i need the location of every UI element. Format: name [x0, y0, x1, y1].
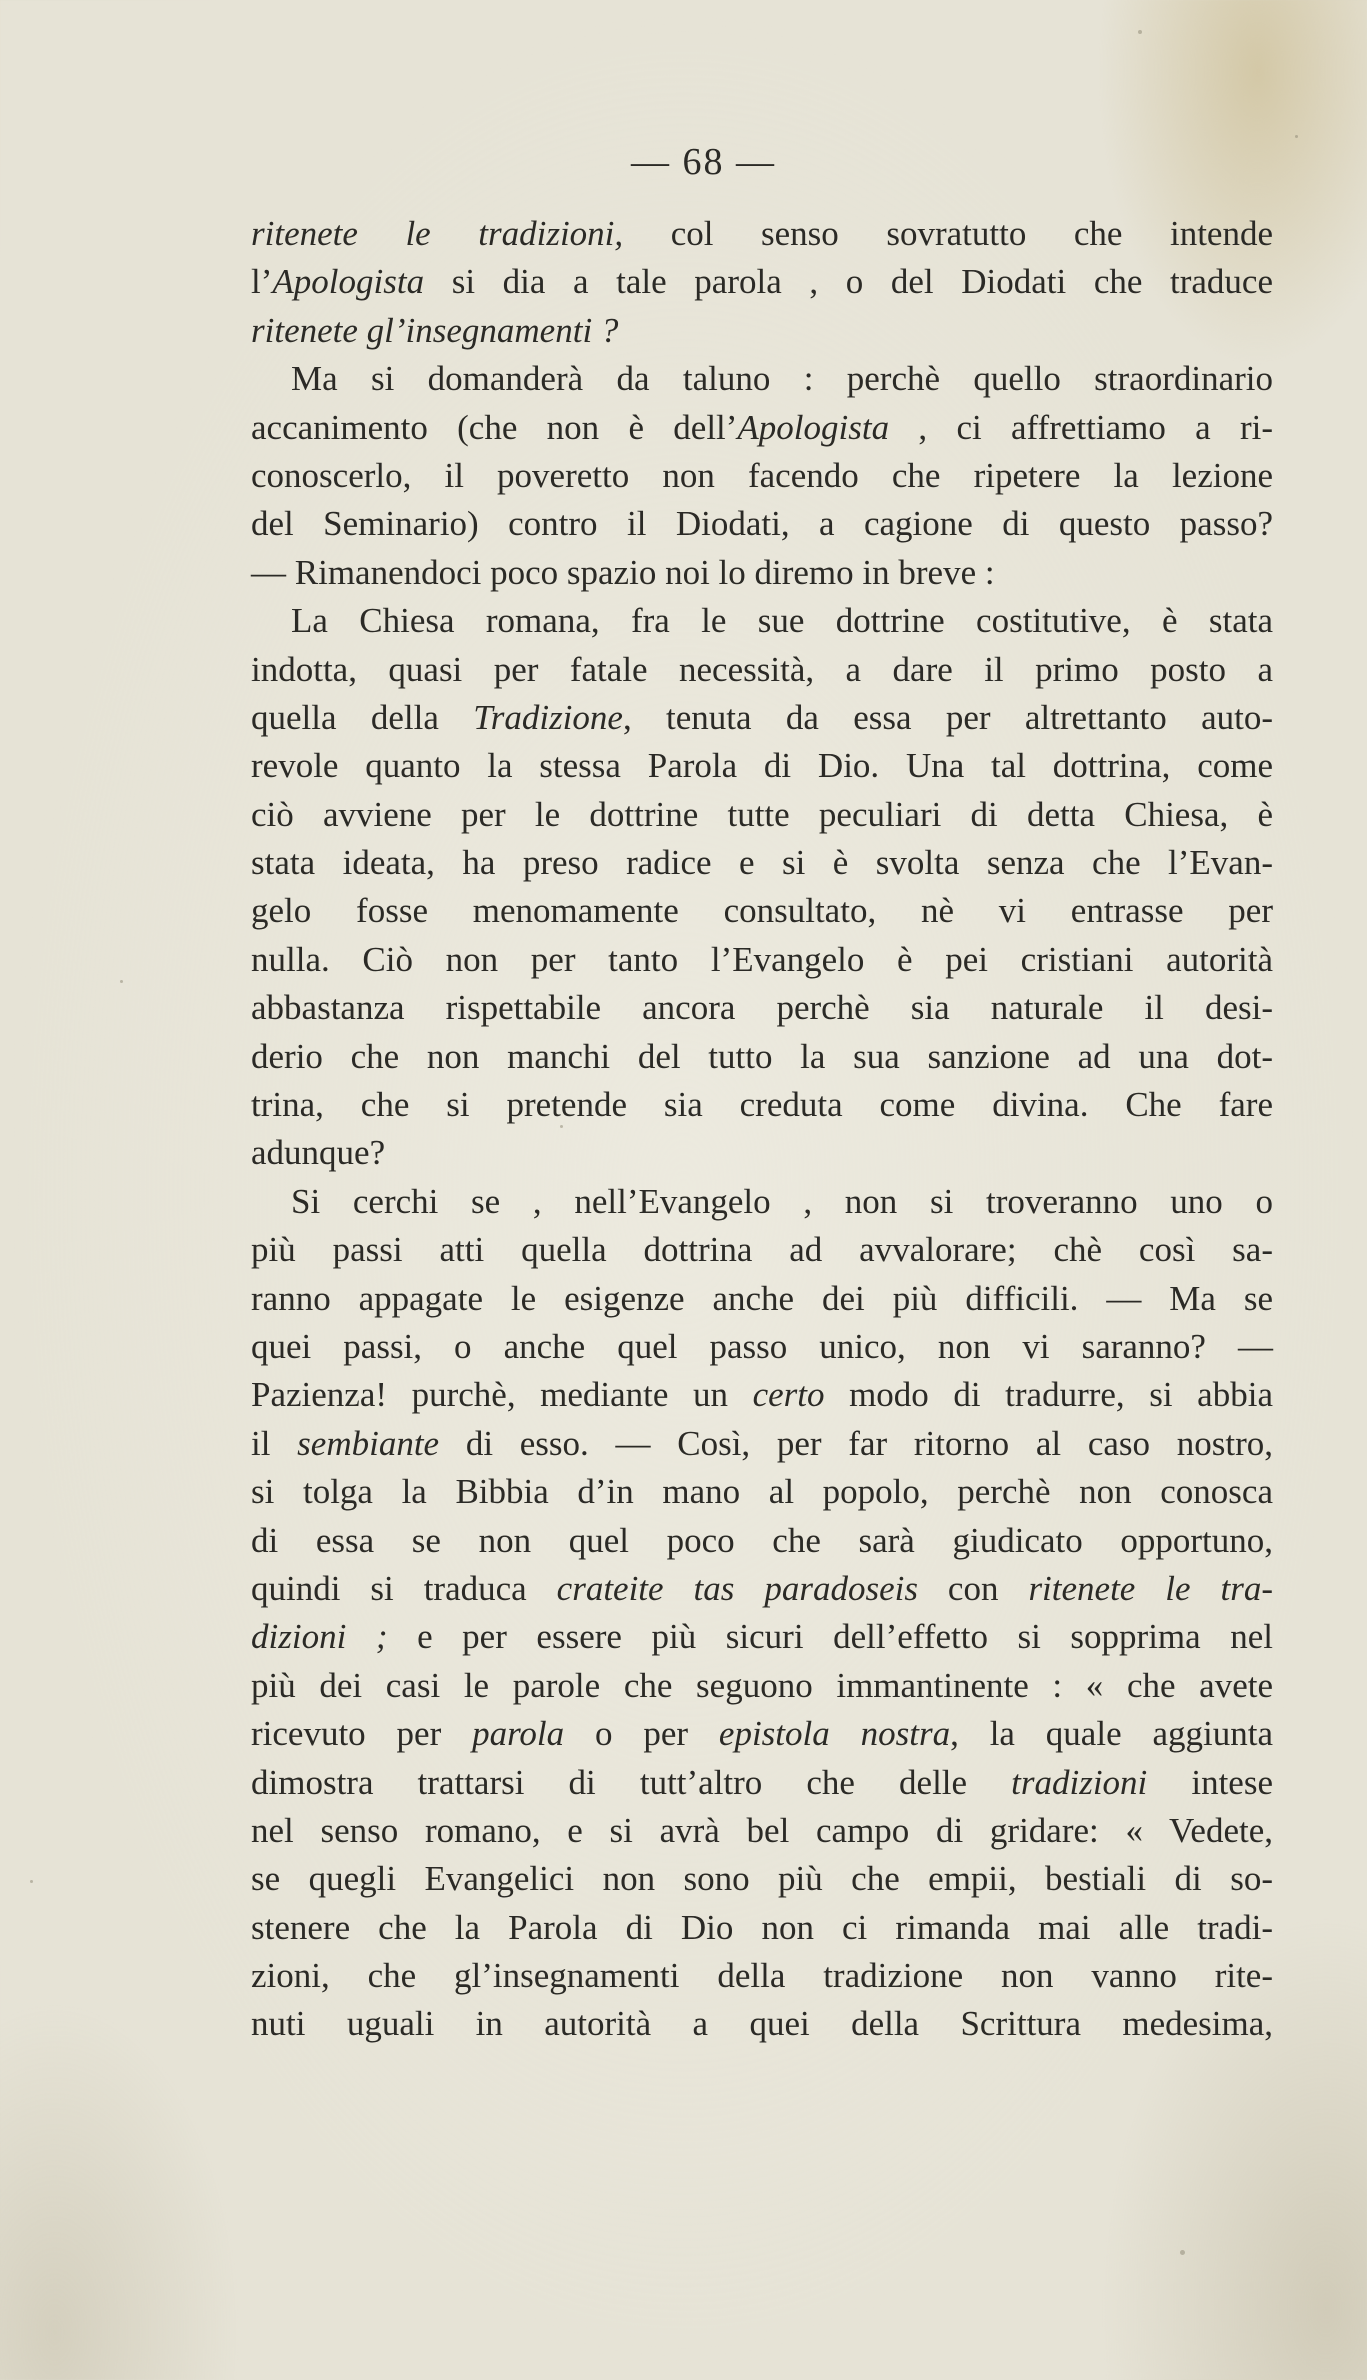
- text-line: [251, 355, 1273, 403]
- paper-speck: [1180, 2250, 1185, 2255]
- text-line: [251, 1904, 1273, 1952]
- paper-speck: [120, 980, 123, 983]
- text-segment: derio che non manchi del tutto la sua sanzione ad una dot-: [251, 1036, 1273, 1076]
- text-line: [251, 646, 1273, 694]
- text-line: [251, 1371, 1273, 1419]
- text-segment: con: [917, 1568, 1029, 1608]
- text-segment: si tolga la Bibbia d’in mano al popolo, perchè non conosca: [251, 1472, 1273, 1512]
- italic-text: Apologista: [737, 407, 890, 447]
- text-segment: più dei casi le parole che seguono immantinente : « che avete: [251, 1665, 1273, 1705]
- text-segment: , ci affrettiamo a ri-: [889, 407, 1273, 447]
- text-segment: si dia a tale parola , o del Diodati che traduce: [424, 262, 1273, 302]
- text-line: [251, 1710, 1273, 1758]
- text-segment: revole quanto la stessa Parola di Dio. Una tal dottrina, come: [251, 746, 1273, 786]
- text-line: [251, 2000, 1273, 2048]
- text-segment: ricevuto per: [251, 1714, 473, 1754]
- paper-speck: [1138, 30, 1142, 34]
- text-line: [251, 404, 1273, 452]
- text-segment: zioni, che gl’insegnamenti della tradizione non vanno rite-: [251, 1956, 1273, 1996]
- text-line: [251, 887, 1273, 935]
- text-line: [251, 1517, 1273, 1565]
- text-segment: intese: [1147, 1762, 1273, 1802]
- text-line: [251, 1420, 1273, 1468]
- text-line: [251, 1662, 1273, 1710]
- text-segment: di esso. — Così, per far ritorno al caso nostro,: [439, 1423, 1273, 1463]
- text-segment: Pazienza! purchè, mediante un: [251, 1375, 753, 1415]
- paper-speck: [560, 1125, 563, 1128]
- text-segment: stenere che la Parola di Dio non ci rimanda mai alle tradi-: [251, 1907, 1273, 1947]
- text-line: [251, 452, 1273, 500]
- text-segment: , la quale aggiunta: [950, 1714, 1273, 1754]
- text-line: [251, 1129, 1273, 1177]
- italic-text: crateite tas paradoseis: [556, 1568, 918, 1608]
- text-line: [251, 1613, 1273, 1661]
- text-line: [251, 1081, 1273, 1129]
- text-line: [251, 1565, 1273, 1613]
- text-segment: nulla. Ciò non per tanto l’Evangelo è pei cristiani autorità: [251, 939, 1273, 979]
- italic-text: parola: [472, 1714, 565, 1754]
- text-segment: trina, che si pretende sia creduta come divina. Che fare: [251, 1085, 1273, 1125]
- text-segment: col senso sovratutto che intende: [623, 214, 1274, 253]
- text-segment: stata ideata, ha preso radice e si è svolta senza che l’Evan-: [251, 843, 1273, 883]
- italic-text: Apologista: [272, 262, 425, 302]
- text-line: [251, 984, 1273, 1032]
- text-line: [251, 307, 1273, 355]
- text-line: [251, 936, 1273, 984]
- text-line: [251, 1807, 1273, 1855]
- text-line: [251, 258, 1273, 306]
- page-number: — 68 —: [631, 141, 776, 183]
- text-segment: La Chiesa romana, fra le sue dottrine costitutive, è stata: [291, 601, 1273, 641]
- text-line: [251, 1033, 1273, 1081]
- italic-text: sembiante: [297, 1423, 440, 1463]
- text-segment: gelo fosse menomamente consultato, nè vi entrasse per: [251, 891, 1273, 931]
- text-segment: o per: [564, 1714, 719, 1754]
- italic-text: ritenete gl’insegnamenti ?: [251, 310, 619, 350]
- text-segment: il: [251, 1423, 298, 1463]
- text-segment: nel senso romano, e si avrà bel campo di gridare: « Vedete,: [251, 1810, 1273, 1850]
- text-segment: accanimento (che non è dell’: [251, 407, 738, 447]
- text-segment: del Seminario) contro il Diodati, a cagione di questo passo?: [251, 504, 1273, 544]
- text-segment: ciò avviene per le dottrine tutte peculiari di detta Chiesa, è: [251, 794, 1273, 834]
- text-segment: l’: [251, 262, 273, 302]
- italic-text: ritenete le tra-: [1028, 1568, 1274, 1608]
- text-segment: più passi atti quella dottrina ad avvalorare; chè così sa-: [251, 1230, 1273, 1270]
- text-segment: indotta, quasi per fatale necessità, a dare il primo posto a: [251, 649, 1273, 689]
- text-segment: abbastanza rispettabile ancora perchè sia naturale il desi-: [251, 988, 1273, 1028]
- text-line: [251, 1855, 1273, 1903]
- italic-text: epistola nostra: [718, 1714, 951, 1754]
- text-line: [251, 1323, 1273, 1371]
- text-line: [251, 1759, 1273, 1807]
- paper-speck: [30, 1880, 33, 1883]
- text-line: [251, 791, 1273, 839]
- text-segment: — Rimanendoci poco spazio noi lo diremo in breve :: [251, 552, 995, 592]
- text-segment: conoscerlo, il poveretto non facendo che ripetere la lezione: [251, 455, 1273, 495]
- text-line: [251, 500, 1273, 548]
- text-segment: se quegli Evangelici non sono più che empii, bestiali di so-: [251, 1859, 1273, 1899]
- text-line: [251, 694, 1273, 742]
- text-segment: quindi si traduca: [251, 1568, 557, 1608]
- italic-text: dizioni ;: [251, 1617, 388, 1657]
- italic-text: ritenete le tradizioni,: [251, 214, 624, 253]
- text-line: [251, 1226, 1273, 1274]
- text-segment: e per essere più sicuri dell’effetto si sopprima nel: [387, 1617, 1273, 1657]
- text-line: [251, 1468, 1273, 1516]
- text-segment: modo di tradurre, si abbia: [824, 1375, 1273, 1415]
- text-line: [251, 597, 1273, 645]
- text-line: [251, 742, 1273, 790]
- text-segment: nuti uguali in autorità a quei della Scrittura medesima,: [251, 2004, 1273, 2044]
- text-line: [251, 1178, 1273, 1226]
- text-segment: , tenuta da essa per altrettanto auto-: [622, 697, 1273, 737]
- text-line: [251, 1275, 1273, 1323]
- text-segment: di essa se non quel poco che sarà giudicato opportuno,: [251, 1520, 1273, 1560]
- text-segment: Si cerchi se , nell’Evangelo , non si troveranno uno o: [291, 1181, 1273, 1221]
- text-line: [251, 210, 1273, 258]
- text-segment: ranno appagate le esigenze anche dei più difficili. — Ma se: [251, 1278, 1273, 1318]
- italic-text: Tradizione: [473, 697, 623, 737]
- body-text: [251, 210, 1273, 2049]
- text-line: [251, 1952, 1273, 2000]
- text-line: [251, 549, 1273, 597]
- text-segment: dimostra trattarsi di tutt’altro che delle: [251, 1762, 1012, 1802]
- text-segment: quei passi, o anche quel passo unico, non vi saranno? —: [251, 1326, 1273, 1366]
- paper-speck: [1295, 135, 1298, 138]
- text-line: [251, 839, 1273, 887]
- text-segment: Ma si domanderà da taluno : perchè quello straordinario: [291, 359, 1273, 399]
- text-segment: adunque?: [251, 1133, 386, 1173]
- italic-text: tradizioni: [1011, 1762, 1148, 1802]
- italic-text: certo: [752, 1375, 825, 1415]
- text-segment: quella della: [251, 697, 474, 737]
